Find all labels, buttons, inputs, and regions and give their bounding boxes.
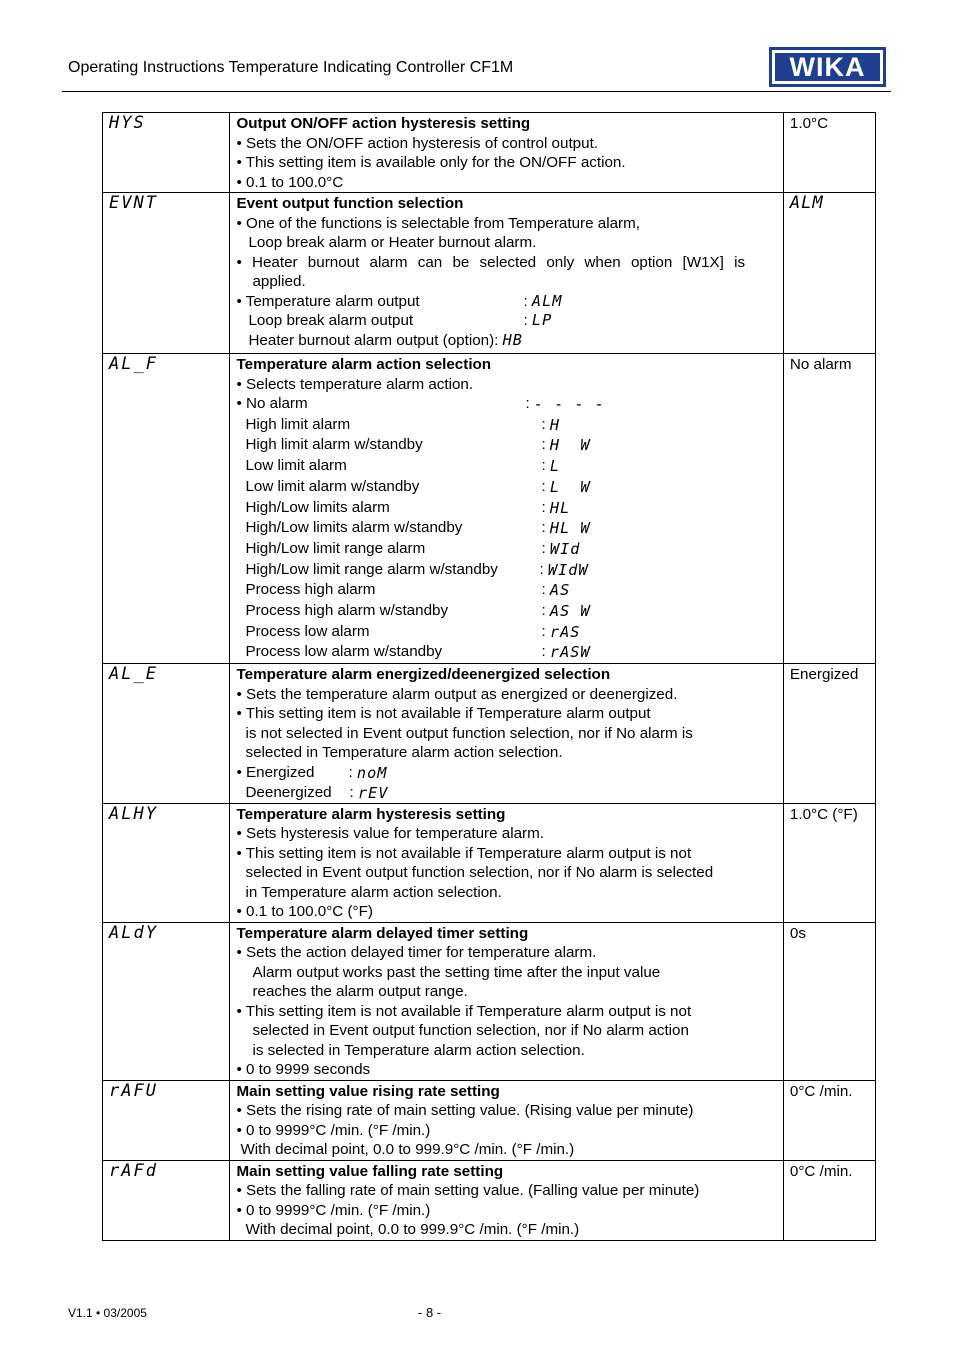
description-line: • Sets the temperature alarm output as energized or deenergized. bbox=[236, 685, 678, 703]
description-line: reaches the alarm output range. bbox=[252, 983, 468, 1001]
setting-default: 1.0°C (°F) bbox=[783, 803, 875, 922]
option-label: Heater burnout alarm output (option): bbox=[248, 331, 499, 349]
option-label: High limit alarm w/standby bbox=[245, 436, 423, 454]
table-row bbox=[103, 1160, 876, 1240]
option-item bbox=[236, 456, 776, 477]
option-value: ALM bbox=[531, 291, 563, 310]
option-separator: : bbox=[541, 643, 550, 661]
description-line: • Heater burnout alarm can be selected only when option [W1X] is bbox=[236, 253, 746, 271]
description-line: • 0.1 to 100.0°C (°F) bbox=[236, 903, 373, 921]
description-line: • This setting item is not available if Temperature alarm output is not bbox=[236, 1002, 692, 1020]
option-separator: : bbox=[349, 783, 358, 801]
option-label: Low limit alarm bbox=[245, 457, 347, 475]
setting-title: Temperature alarm action selection bbox=[236, 356, 492, 373]
table-row bbox=[103, 803, 876, 922]
option-value: HL bbox=[549, 498, 571, 517]
option-value: H bbox=[549, 415, 561, 434]
option-item bbox=[236, 477, 776, 498]
setting-default: No alarm bbox=[783, 354, 875, 664]
option-item bbox=[236, 415, 776, 436]
description-line: • Sets the action delayed timer for temperature alarm. bbox=[236, 944, 597, 962]
description-line: is selected in Temperature alarm action selection. bbox=[252, 1041, 585, 1059]
option-value: L bbox=[549, 457, 561, 476]
table-row bbox=[103, 354, 876, 664]
option-separator: : bbox=[523, 292, 532, 310]
option-value: H W bbox=[549, 436, 591, 455]
description-line: selected in Temperature alarm action selection. bbox=[245, 744, 563, 762]
setting-default: 0°C /min. bbox=[783, 1080, 875, 1160]
option-value: WId bbox=[549, 539, 581, 558]
option-separator: : bbox=[523, 312, 532, 329]
option-item bbox=[236, 622, 776, 643]
setting-description bbox=[230, 354, 783, 664]
description-line: With decimal point, 0.0 to 999.9°C /min. (°F /min.) bbox=[245, 1221, 580, 1239]
description-line: selected in Event output function selection, nor if No alarm is selected bbox=[245, 864, 714, 882]
option-label: High/Low limit range alarm bbox=[245, 539, 426, 557]
setting-default: 0°C /min. bbox=[783, 1160, 875, 1240]
setting-title: Temperature alarm energized/deenergized selection bbox=[236, 666, 611, 684]
setting-title: Temperature alarm hysteresis setting bbox=[236, 805, 506, 823]
option-item bbox=[236, 498, 776, 519]
option-label: High/Low limit range alarm w/standby bbox=[245, 560, 498, 578]
description-line: selected in Event output function selection, nor if No alarm action bbox=[252, 1022, 689, 1040]
option-label: High/Low limits alarm bbox=[245, 498, 390, 516]
description-line: is not selected in Event output function selection, nor if No alarm is bbox=[245, 724, 693, 742]
setting-title: Event output function selection bbox=[236, 195, 464, 212]
option-label: High limit alarm bbox=[245, 415, 351, 433]
option-item bbox=[236, 539, 776, 560]
setting-title: Output ON/OFF action hysteresis setting bbox=[236, 115, 531, 132]
setting-description bbox=[230, 113, 783, 193]
option-value: rAS bbox=[549, 622, 581, 641]
option-separator: : bbox=[541, 539, 550, 557]
option-separator: : bbox=[539, 560, 548, 578]
footer-version: V1.1 • 03/2005 bbox=[68, 1306, 147, 1320]
setting-title: Main setting value rising rate setting bbox=[236, 1082, 500, 1100]
setting-default: Energized bbox=[783, 664, 875, 804]
description-line: • 0 to 9999°C /min. (°F /min.) bbox=[236, 1121, 431, 1139]
option-separator: : bbox=[541, 519, 550, 537]
setting-code: AL_E bbox=[103, 664, 230, 804]
setting-code: ALHY bbox=[103, 803, 230, 922]
option-value: - - - - bbox=[533, 395, 605, 413]
setting-default: ALM bbox=[783, 193, 875, 354]
option-item bbox=[236, 601, 776, 622]
setting-title: Temperature alarm delayed timer setting bbox=[236, 924, 529, 942]
description-line: • Sets the falling rate of main setting value. (Falling value per minute) bbox=[236, 1182, 700, 1200]
setting-default: 1.0°C bbox=[783, 113, 875, 193]
option-label: Process high alarm w/standby bbox=[245, 602, 449, 620]
option-separator: : bbox=[541, 498, 550, 516]
option-separator: : bbox=[541, 436, 550, 454]
setting-code: rAFd bbox=[103, 1160, 230, 1240]
option-separator: : bbox=[541, 415, 550, 433]
option-label: Low limit alarm w/standby bbox=[245, 477, 420, 495]
header-divider bbox=[62, 91, 891, 92]
setting-code: rAFU bbox=[103, 1080, 230, 1160]
description-line: • Sets the ON/OFF action hysteresis of control output. bbox=[236, 134, 599, 152]
setting-code: AL_F bbox=[103, 354, 230, 664]
option-label: • Temperature alarm output bbox=[236, 292, 420, 310]
option-value: HB bbox=[502, 330, 523, 349]
setting-description bbox=[230, 922, 783, 1080]
description-line: • One of the functions is selectable from Temperature alarm, bbox=[236, 214, 640, 232]
setting-description bbox=[230, 664, 783, 804]
option-item bbox=[236, 560, 776, 581]
option-label: Loop break alarm output bbox=[248, 312, 414, 329]
description-line: • Sets hysteresis value for temperature alarm. bbox=[236, 825, 544, 843]
table-row bbox=[103, 664, 876, 804]
setting-code: HYS bbox=[103, 113, 230, 193]
option-label: Process high alarm bbox=[245, 581, 376, 599]
description-line: Alarm output works past the setting time after the input value bbox=[252, 963, 661, 981]
table-row bbox=[103, 193, 876, 354]
option-item bbox=[236, 292, 776, 312]
settings-table bbox=[102, 112, 876, 1241]
option-separator: : bbox=[541, 457, 550, 475]
option-item bbox=[236, 394, 776, 415]
description-line: • 0.1 to 100.0°C bbox=[236, 173, 344, 191]
option-label: • No alarm bbox=[236, 395, 308, 412]
logo-text: WIKA bbox=[775, 53, 880, 81]
option-value: HL W bbox=[549, 519, 591, 538]
setting-description bbox=[230, 1080, 783, 1160]
description-line: • This setting item is not available if Temperature alarm output is not bbox=[236, 844, 692, 862]
option-value: WIdW bbox=[547, 560, 589, 579]
wika-logo bbox=[769, 47, 886, 87]
table-row bbox=[103, 922, 876, 1080]
option-item bbox=[236, 331, 776, 351]
description-line: in Temperature alarm action selection. bbox=[245, 883, 502, 901]
setting-description bbox=[230, 803, 783, 922]
option-separator: : bbox=[541, 622, 550, 640]
setting-title: Main setting value falling rate setting bbox=[236, 1162, 504, 1180]
option-separator: : bbox=[541, 581, 550, 599]
page-number: - 8 - bbox=[418, 1305, 442, 1320]
option-label: • Energized bbox=[236, 763, 315, 781]
description-line: • This setting item is not available if Temperature alarm output bbox=[236, 705, 651, 723]
option-value: AS bbox=[549, 581, 571, 600]
description-line: • Selects temperature alarm action. bbox=[236, 375, 474, 393]
description-line: • Sets the rising rate of main setting value. (Rising value per minute) bbox=[236, 1102, 694, 1120]
setting-description bbox=[230, 1160, 783, 1240]
option-label: High/Low limits alarm w/standby bbox=[245, 519, 463, 537]
setting-default: 0s bbox=[783, 922, 875, 1080]
description-line: • 0 to 9999°C /min. (°F /min.) bbox=[236, 1201, 431, 1219]
setting-description bbox=[230, 193, 783, 354]
option-value: LP bbox=[531, 311, 553, 329]
description-line: • This setting item is available only for the ON/OFF action. bbox=[236, 154, 626, 171]
option-value: rEV bbox=[357, 783, 389, 802]
document-title: Operating Instructions Temperature Indicating Controller CF1M bbox=[68, 59, 514, 76]
setting-code: ALdY bbox=[103, 922, 230, 1080]
description-line: • 0 to 9999 seconds bbox=[236, 1061, 371, 1079]
option-item bbox=[236, 311, 776, 331]
description-line: Loop break alarm or Heater burnout alarm. bbox=[248, 234, 537, 251]
option-item bbox=[236, 518, 776, 539]
option-separator: : bbox=[541, 477, 550, 495]
option-value: L W bbox=[549, 477, 591, 496]
option-item bbox=[236, 580, 776, 601]
option-value: noM bbox=[356, 763, 388, 782]
description-line: applied. bbox=[252, 273, 306, 290]
option-separator: : bbox=[525, 395, 534, 412]
option-separator: : bbox=[348, 763, 357, 781]
option-label: Process low alarm bbox=[245, 622, 370, 640]
option-item bbox=[236, 642, 776, 663]
option-item bbox=[236, 763, 776, 783]
option-value: rASW bbox=[549, 643, 591, 662]
description-line: With decimal point, 0.0 to 999.9°C /min. (°F /min.) bbox=[240, 1141, 575, 1159]
option-separator: : bbox=[541, 602, 550, 620]
option-label: Process low alarm w/standby bbox=[245, 643, 443, 661]
option-value: AS W bbox=[549, 602, 591, 621]
option-item bbox=[236, 783, 776, 803]
table-row bbox=[103, 113, 876, 193]
option-label: Deenergized bbox=[245, 783, 332, 801]
setting-code: EVNT bbox=[103, 193, 230, 354]
option-item bbox=[236, 435, 776, 456]
table-row bbox=[103, 1080, 876, 1160]
